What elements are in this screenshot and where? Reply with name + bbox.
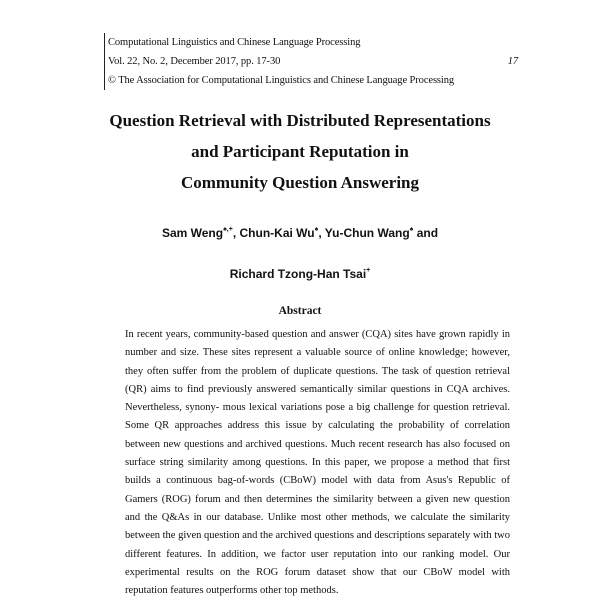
title-line-3: Community Question Answering [180,173,420,192]
copyright-notice: © The Association for Computational Linguistics and Chinese Language Processing [108,75,455,86]
volume-line [108,52,518,71]
paper-title [60,105,540,198]
volume-info: Vol. 22, No. 2, December 2017, pp. 17-30 [108,56,281,67]
abstract-text: In recent years, community-based question and answer (CQA) sites have grown rapidly in number and size. These sites represent a valuable source of online knowledge; however, they often suffer from the problem of duplicate questions. The task of question retrieval (QR) aims to find previously answered semantically similar questions in CQA archives. Nevertheless, synony- mous lexical variations pose a big challenge for question retrieval. Some QR approaches address this issue by calculating the probability of correlation between new questions and archived questions. Much recent research has also focused on surface string similarity among questions. In this paper, we propose a method that first builds a continuous bag-of-words (CBoW) model with data from Asus's Republic of Gamers (ROG) forum and then determines the similarity between a given new question and the Q&As in our database. Unlike most other methods, we calculate the similarity between the given question and the archived questions and descriptions separately with two different features. In addition, we factor user reputation into our ranking model. Our experimental results on the ROG forum dataset show that our CBoW model with reputation features outperforms other top methods. [125,329,510,597]
author-line-1: Sam Weng♠,+, Chun-Kai Wu♠, Yu-Chun Wang♠ and [161,226,439,240]
author-list [60,213,540,295]
author-affiliation-mark: ♠,+ [223,226,233,233]
author-affiliation-mark: ♠ [409,226,414,233]
copyright-line [108,71,518,90]
author-name: Sam Weng [161,226,224,240]
abstract-heading: Abstract [278,305,322,317]
author-affiliation-mark: ♠ [314,226,319,233]
author-name: Yu-Chun Wang [324,226,410,240]
title-line-1: Question Retrieval with Distributed Representations [109,111,491,130]
author-name: Richard Tzong-Han Tsai [229,267,367,281]
journal-name-line [108,33,518,52]
journal-name: Computational Linguistics and Chinese Language Processing [108,37,361,48]
title-line-2: and Participant Reputation in [191,142,409,161]
author-name: Chun-Kai Wu [239,226,315,240]
page-number: 17 [507,56,518,67]
author-line-2 [60,254,540,295]
journal-header [104,33,518,90]
author-conjunction: and [416,226,439,240]
author-affiliation-mark: + [366,267,371,274]
